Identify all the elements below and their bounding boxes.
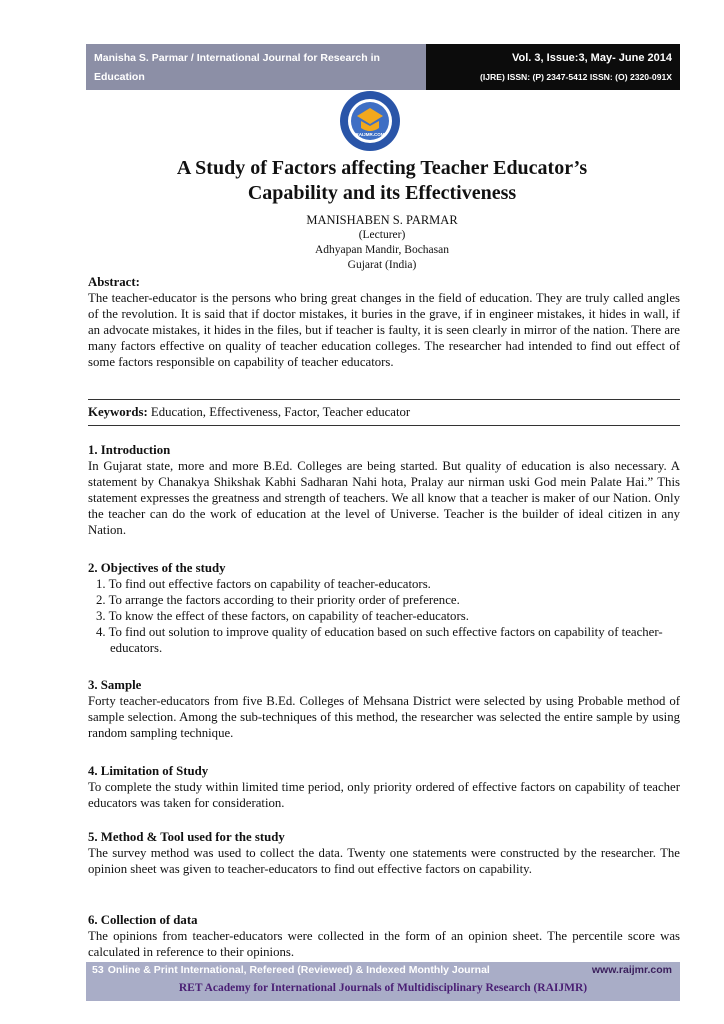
section-heading: 5. Method & Tool used for the study bbox=[88, 830, 285, 844]
section-method bbox=[88, 829, 680, 877]
section-text: The opinions from teacher-educators were collected in the form of an opinion sheet. The percentile score was calculated in reference to their opinions. bbox=[88, 929, 680, 959]
logo-text: RAIJMR.COM bbox=[355, 132, 385, 137]
abstract-section bbox=[88, 274, 680, 370]
header-volume: Vol. 3, Issue:3, May- June 2014 bbox=[512, 52, 672, 64]
journal-header bbox=[86, 44, 680, 90]
section-text: The survey method was used to collect the data. Twenty one statements were constructed by the researcher. The opinion sheet was given to teacher-educators to find out effective factors on capability. bbox=[88, 846, 680, 876]
header-volume-issn bbox=[426, 44, 680, 90]
author-role: (Lecturer) bbox=[358, 229, 406, 241]
paper-title bbox=[90, 156, 674, 206]
section-text: To complete the study within limited time period, only priority ordered of effective factors on capability of teacher educators was taken for consideration. bbox=[88, 780, 680, 810]
section-introduction bbox=[88, 442, 680, 538]
section-objectives bbox=[88, 560, 680, 656]
author-place: Gujarat (India) bbox=[347, 259, 417, 271]
abstract-text: The teacher-educator is the persons who bring great changes in the field of education. They are truly called angles of the revolution. It is said that if doctor mistakes, it buries in the grave, if in engineer mistakes, it hides in wall, if an advocate mistakes, it hides in the files, but if teacher is faulty, it is seen clearly in mirror of the nation. There are many factors effective on quality of teacher education colleges. The researcher had intended to find out effect of some factors responsible on capability of teacher educators. bbox=[88, 291, 680, 369]
footer-journal-description: Online & Print International, Refereed (Reviewed) & Indexed Monthly Journal bbox=[107, 964, 490, 976]
footer-line1 bbox=[92, 964, 490, 976]
section-heading: 2. Objectives of the study bbox=[88, 561, 226, 575]
divider bbox=[88, 425, 680, 426]
header-left-line2: Education bbox=[94, 71, 145, 83]
header-author-journal bbox=[86, 44, 426, 90]
objectives-list bbox=[88, 576, 680, 656]
section-text: Forty teacher-educators from five B.Ed. Colleges of Mehsana District were selected by using Probable method of sample selection. Among the sub-techniques of this method, the researcher was selected the entire sample by using random sampling technique. bbox=[88, 694, 680, 740]
journal-footer bbox=[86, 962, 680, 1001]
section-heading: 1. Introduction bbox=[88, 443, 171, 457]
section-heading: 3. Sample bbox=[88, 678, 142, 692]
footer-url-link[interactable]: www.raijmr.com bbox=[591, 964, 672, 976]
footer-publisher: RET Academy for International Journals of Multidisciplinary Research (RAIJMR) bbox=[178, 982, 588, 994]
section-limitation bbox=[88, 763, 680, 811]
divider bbox=[88, 399, 680, 400]
author-institution: Adhyapan Mandir, Bochasan bbox=[315, 244, 449, 256]
list-item: 3. To know the effect of these factors, on capability of teacher-educators. bbox=[96, 609, 469, 623]
keywords-text: Education, Effectiveness, Factor, Teacher educator bbox=[147, 405, 411, 419]
section-collection bbox=[88, 912, 680, 960]
abstract-heading: Abstract: bbox=[88, 275, 140, 289]
keywords-line bbox=[88, 404, 680, 420]
list-item: 1. To find out effective factors on capability of teacher-educators. bbox=[96, 577, 431, 591]
keywords-label: Keywords: bbox=[88, 405, 148, 419]
section-sample bbox=[88, 677, 680, 741]
paper-title-line1: A Study of Factors affecting Teacher Educator’s bbox=[176, 157, 588, 179]
paper-title-line2: Capability and its Effectiveness bbox=[247, 182, 517, 204]
author-block bbox=[90, 213, 674, 273]
section-text: In Gujarat state, more and more B.Ed. Colleges are being started. But quality of education is also necessary. A statement by Chanakya Shikshak Kabhi Sadharan Nahi hota, Pralay aur nirman uski God mein Palate Hai.” This statement expresses the greatness and strength of teachers. We all know that a teacher is maker of our Nation. Only the teacher can do the work of education at the level of Universe. Teacher is the builder of ideal citizen in any Nation. bbox=[88, 459, 680, 537]
raijmr-logo bbox=[339, 90, 401, 152]
header-issn: (IJRE) ISSN: (P) 2347-5412 ISSN: (O) 2320-091X bbox=[479, 72, 672, 82]
list-item: 2. To arrange the factors according to their priority order of preference. bbox=[96, 593, 460, 607]
author-name: MANISHABEN S. PARMAR bbox=[306, 213, 458, 227]
page-number: 53 bbox=[92, 964, 104, 976]
header-left-line1: Manisha S. Parmar / International Journal for Research in bbox=[94, 52, 380, 64]
section-heading: 4. Limitation of Study bbox=[88, 764, 209, 778]
section-heading: 6. Collection of data bbox=[88, 913, 198, 927]
list-item: 4. To find out solution to improve quality of education based on such effective factors on capability of teacher-educators. bbox=[96, 625, 663, 655]
